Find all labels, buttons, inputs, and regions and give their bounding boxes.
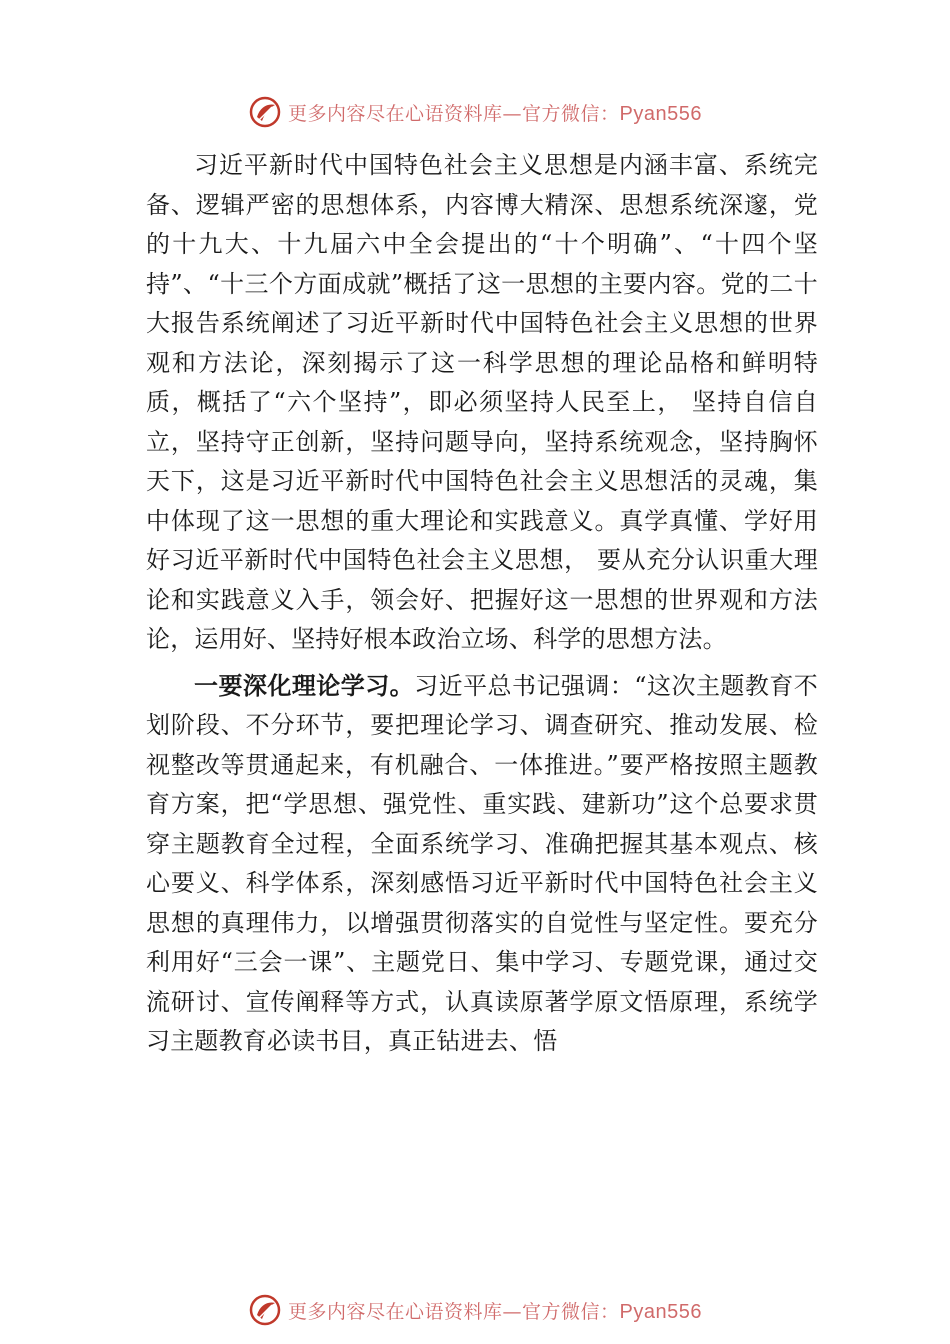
watermark-logo-icon bbox=[248, 95, 282, 129]
paragraph-intro bbox=[146, 146, 818, 660]
footer-watermark bbox=[0, 1290, 950, 1330]
paragraph-lead: 一要深化理论学习。 bbox=[194, 671, 415, 700]
watermark-wechat-id: Pyan556 bbox=[619, 1300, 702, 1323]
header-watermark bbox=[0, 92, 950, 132]
paragraph-theory-study bbox=[146, 667, 818, 1062]
watermark-logo-icon bbox=[248, 1293, 282, 1327]
document-body bbox=[146, 146, 818, 1062]
watermark-text: 更多内容尽在心语资料库—官方微信：Pyan556 bbox=[288, 1300, 702, 1323]
paragraph-text: 习近平总书记强调：“这次主题教育不划阶段、不分环节，要把理论学习、调查研究、推动发展、检视整改等贯通起来，有机融合、一体推进。”要严格按照主题教育方案，把“学思想、强党性、重实践、建新功”这个总要求贯穿主题教育全过程，全面系统学习、准确把握其基本观点、核心要义、科学体系，深刻感悟习近平新时代中国特色社会主义思想的真理伟力，以增强贯彻落实的自觉性与坚定性。要充分利用好“三会一课”、主题党日、集中学习、专题党课，通过交流研讨、宣传阐释等方式，认真读原著学原文悟原理，系统学习主题教育必读书目，真正钻进去、悟 bbox=[146, 671, 818, 1055]
watermark-wechat-id: Pyan556 bbox=[619, 102, 702, 125]
watermark-text: 更多内容尽在心语资料库—官方微信：Pyan556 bbox=[288, 102, 702, 125]
paragraph-text: 习近平新时代中国特色社会主义思想是内涵丰富、系统完备、逻辑严密的思想体系，内容博大精深、思想系统深邃，党的十九大、十九届六中全会提出的“十个明确”、“十四个坚持”、“十三个方面成就”概括了这一思想的主要内容。党的二十大报告系统阐述了习近平新时代中国特色社会主义思想的世界观和方法论，深刻揭示了这一科学思想的理论品格和鲜明特质，概括了“六个坚持”，即必须坚持人民至上， 坚持自信自立，坚持守正创新，坚持问题导向，坚持系统观念，坚持胸怀天下，这是习近平新时代中国特色社会主义思想活的灵魂，集中体现了这一思想的重大理论和实践意义。真学真懂、学好用好习近平新时代中国特色社会主义思想， 要从充分认识重大理论和实践意义入手，领会好、把握好这一思想的世界观和方法论，运用好、坚持好根本政治立场、科学的思想方法。 bbox=[146, 151, 818, 653]
